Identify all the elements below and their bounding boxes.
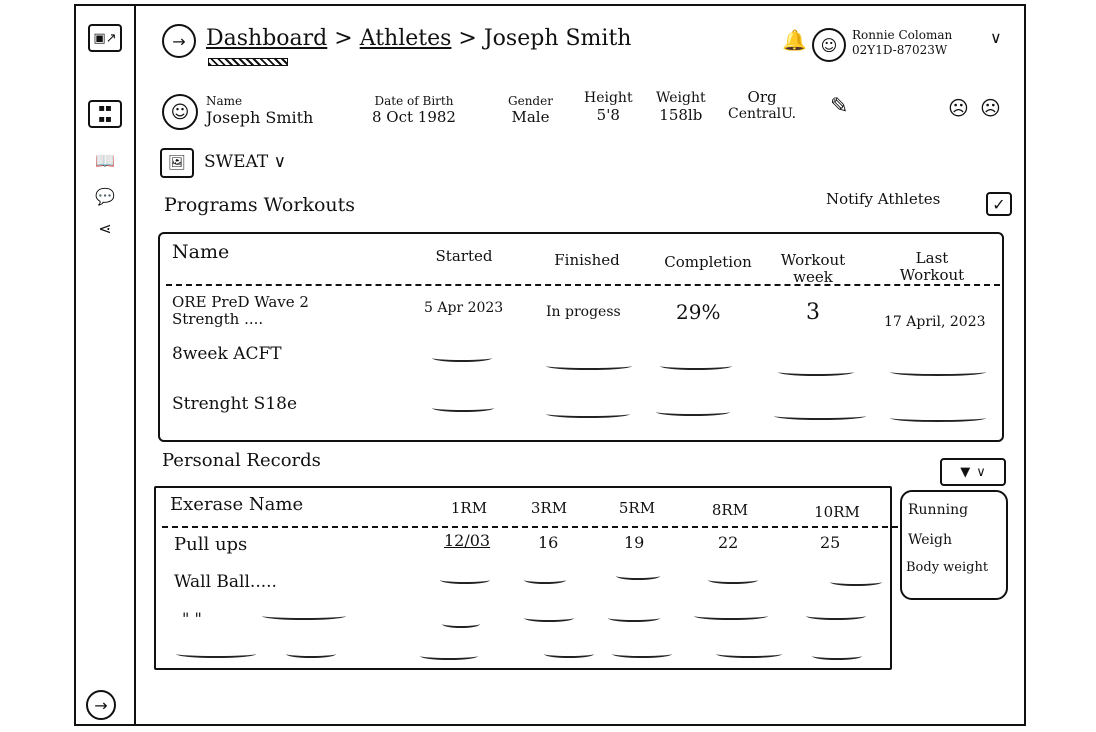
col-3rm: 3RM	[530, 499, 568, 517]
programs-title: Programs Workouts	[164, 194, 356, 216]
placeholder-line	[440, 576, 490, 584]
placeholder-line	[890, 368, 986, 376]
breadcrumb-dashboard[interactable]: Dashboard	[206, 26, 328, 51]
program-row-week: 3	[806, 300, 820, 325]
placeholder-line	[830, 578, 882, 586]
user-id: 02Y1D-87023W	[852, 43, 948, 57]
breadcrumb-athletes[interactable]: Athletes	[359, 26, 452, 51]
col-started: Started	[435, 247, 493, 265]
program-row-finished: In progess	[546, 304, 621, 320]
image-icon[interactable]: 🖼	[160, 148, 194, 178]
filter-dropdown[interactable]	[940, 458, 1006, 486]
athlete-avatar: ☺	[162, 94, 198, 130]
filter-option-weigh[interactable]: Weigh	[908, 532, 952, 548]
athlete-name-field: Name Joseph Smith	[206, 94, 314, 127]
placeholder-line	[262, 612, 346, 620]
athlete-weight-field: Weight 158lb	[656, 90, 706, 124]
placeholder-line	[546, 410, 630, 418]
athlete-org-field: Org CentralU.	[728, 88, 797, 122]
record-1rm: 12/03	[444, 531, 491, 550]
athlete-height-field: Height 5'8	[584, 90, 633, 124]
col-name: Name	[172, 241, 230, 263]
logout-icon[interactable]: →	[86, 690, 116, 720]
placeholder-line	[660, 362, 732, 370]
placeholder-line	[432, 354, 492, 362]
bell-icon[interactable]: 🔔	[782, 28, 807, 52]
col-workout-week: Workout week	[780, 251, 846, 286]
placeholder-line	[778, 368, 854, 376]
placeholder-line	[420, 652, 478, 660]
placeholder-line	[716, 650, 782, 658]
record-10rm: 25	[820, 533, 841, 552]
placeholder-line	[694, 612, 768, 620]
edit-icon[interactable]: ✎	[830, 94, 849, 119]
program-row-completion: 29%	[676, 300, 721, 324]
avatar[interactable]: ☺	[812, 28, 846, 62]
share-icon[interactable]: ⋖	[98, 218, 112, 238]
record-row-name[interactable]: Pull ups	[174, 534, 248, 555]
col-1rm: 1RM	[450, 499, 488, 517]
placeholder-line	[774, 412, 866, 420]
record-8rm: 22	[718, 533, 739, 552]
placeholder-line	[442, 620, 480, 628]
placeholder-line	[544, 650, 594, 658]
program-row-started: 5 Apr 2023	[424, 300, 504, 316]
record-row-name[interactable]: " "	[182, 609, 202, 628]
breadcrumb-current: Joseph Smith	[483, 26, 632, 51]
program-row-name[interactable]: ORE PreD Wave 2 Strength ....	[172, 293, 309, 328]
placeholder-line	[806, 612, 866, 620]
records-title: Personal Records	[162, 450, 321, 471]
placeholder-line	[286, 650, 336, 658]
back-icon[interactable]: →	[162, 24, 196, 58]
user-name: Ronnie Coloman	[852, 28, 953, 42]
chat-icon[interactable]: 💬	[95, 186, 115, 206]
program-row-last: 17 April, 2023	[884, 314, 986, 330]
col-exercise: Exerase Name	[170, 494, 304, 515]
notify-checkbox[interactable]: ✓	[986, 192, 1012, 216]
record-row-name[interactable]: Wall Ball.....	[174, 572, 277, 592]
chevron-down-icon[interactable]: ∨	[990, 28, 1002, 47]
placeholder-line	[616, 572, 660, 580]
filter-icon: ▼	[960, 464, 971, 480]
sidebar	[74, 4, 136, 726]
athlete-gender-field: Gender Male	[508, 94, 553, 126]
col-last-workout: Last Workout	[899, 249, 965, 284]
placeholder-line	[546, 362, 632, 370]
placeholder-line	[612, 650, 672, 658]
placeholder-line	[812, 652, 862, 660]
record-5rm: 19	[624, 533, 645, 552]
col-finished: Finished	[554, 251, 620, 269]
placeholder-line	[432, 404, 494, 412]
program-row-name[interactable]: Strenght S18e	[172, 394, 298, 414]
program-row-name[interactable]: 8week ACFT	[172, 344, 282, 364]
placeholder-line	[708, 576, 758, 584]
header-divider	[166, 284, 1000, 286]
col-5rm: 5RM	[618, 499, 656, 517]
placeholder-line	[608, 614, 660, 622]
program-select[interactable]: SWEAT ∨	[204, 152, 287, 172]
placeholder-line	[656, 408, 730, 416]
placeholder-line	[524, 576, 566, 584]
logo-icon[interactable]: ▣↗	[88, 24, 122, 52]
progress-bar	[208, 58, 288, 66]
record-3rm: 16	[538, 533, 559, 552]
breadcrumb: Dashboard > Athletes > Joseph Smith	[206, 26, 632, 51]
chevron-down-icon: ∨	[976, 464, 986, 480]
placeholder-line	[524, 614, 574, 622]
col-8rm: 8RM	[711, 501, 749, 519]
book-icon[interactable]: 📖	[95, 150, 115, 170]
face-sad-icon[interactable]: ☹	[980, 96, 1001, 120]
filter-option-running[interactable]: Running	[908, 502, 969, 518]
face-neutral-icon[interactable]: ☹	[948, 96, 969, 120]
filter-option-bodyweight[interactable]: Body weight	[906, 560, 989, 575]
col-10rm: 10RM	[814, 503, 860, 521]
athlete-dob-field: Date of Birth 8 Oct 1982	[372, 94, 456, 126]
col-completion: Completion	[664, 253, 752, 271]
notify-label: Notify Athletes	[826, 190, 941, 208]
header-divider	[162, 526, 898, 528]
placeholder-line	[890, 414, 986, 422]
grid-icon[interactable]: ▪▪ ▪▪	[88, 100, 122, 128]
placeholder-line	[176, 650, 256, 658]
user-info	[852, 28, 952, 58]
